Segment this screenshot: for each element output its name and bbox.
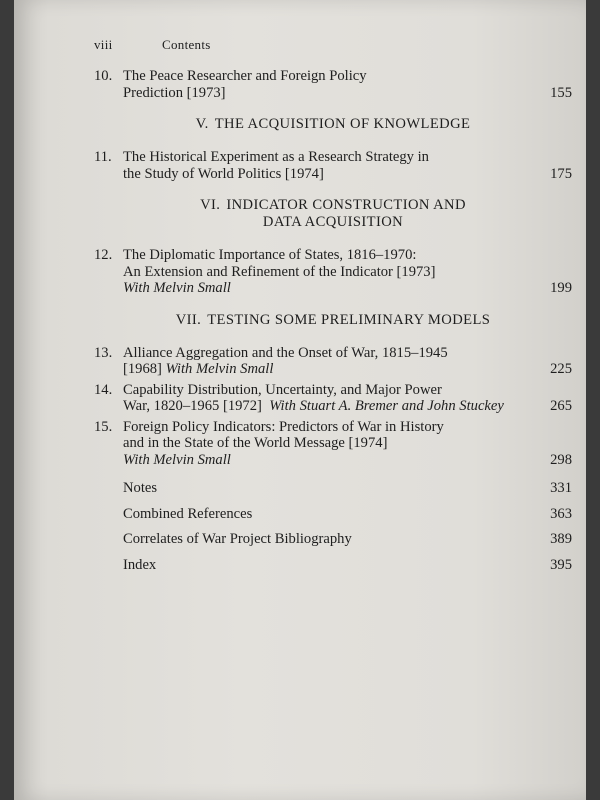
entry-page-number: 363 — [550, 505, 572, 522]
section-roman: VI. — [200, 197, 221, 213]
backmatter-label: Notes — [123, 480, 158, 496]
book-page — [14, 0, 586, 800]
toc-entry-10 — [94, 68, 572, 101]
entry-title-line: The Diplomatic Importance of States, 1816–1970: — [123, 247, 417, 263]
entry-page-number: 265 — [550, 398, 572, 414]
section-title-line: THE ACQUISITION OF KNOWLEDGE — [214, 116, 471, 132]
section-heading-vii — [94, 312, 572, 329]
page-folio: viii — [94, 37, 113, 52]
section-roman: VII. — [175, 311, 202, 328]
entry-author: With Melvin Small — [123, 280, 231, 296]
entry-title-line: An Extension and Refinement of the Indicator [1973] — [123, 263, 436, 280]
entry-page-number: 298 — [550, 451, 572, 468]
toc-entry-11 — [94, 149, 572, 182]
backmatter-label: Index — [123, 556, 157, 573]
toc-entry-notes — [94, 480, 572, 497]
toc-entry-index — [94, 557, 572, 574]
entry-page-number: 175 — [550, 165, 572, 182]
toc-entry-15 — [94, 419, 572, 469]
entry-page-number: 225 — [550, 361, 572, 377]
running-header — [94, 37, 211, 53]
entry-page-number: 331 — [550, 480, 572, 496]
toc-entry-13 — [94, 345, 572, 378]
toc-entry-references — [94, 506, 572, 523]
entry-page-number: 389 — [550, 531, 572, 547]
section-roman: V. — [195, 116, 209, 132]
entry-title-line: Alliance Aggregation and the Onset of War, 1815–1945 — [123, 344, 448, 361]
entry-number: 14. — [94, 381, 113, 398]
section-title-line: DATA ACQUISITION — [262, 214, 404, 230]
entry-title-line: Foreign Policy Indicators: Predictors of War in History — [123, 418, 444, 435]
contents-list — [94, 68, 572, 581]
entry-title-line: Prediction [1973] — [123, 84, 226, 101]
header-title: Contents — [162, 37, 211, 52]
entry-title-line: and in the State of the World Message [1974] — [123, 435, 388, 451]
entry-title-line: the Study of World Politics [1974] — [123, 165, 324, 182]
entry-number: 10. — [94, 68, 113, 84]
entry-title-line: [1968] — [123, 361, 162, 377]
entry-number: 13. — [94, 344, 113, 361]
entry-number: 15. — [94, 418, 113, 435]
backmatter-label: Correlates of War Project Bibliography — [123, 531, 352, 547]
section-heading-vi — [94, 197, 572, 231]
section-title-line: TESTING SOME PRELIMINARY MODELS — [207, 311, 491, 328]
entry-number: 12. — [94, 247, 113, 263]
toc-entry-14 — [94, 382, 572, 415]
entry-page-number: 199 — [550, 280, 572, 296]
section-title-line: INDICATOR CONSTRUCTION AND — [226, 197, 466, 213]
entry-number: 11. — [94, 149, 112, 165]
entry-page-number: 155 — [550, 84, 572, 101]
entry-page-number: 395 — [550, 556, 572, 573]
entry-title-line: The Peace Researcher and Foreign Policy — [123, 68, 367, 84]
toc-entry-12 — [94, 247, 572, 297]
toc-entry-bibliography — [94, 531, 572, 548]
backmatter-label: Combined References — [123, 505, 253, 522]
entry-title-line: War, 1820–1965 [1972] — [123, 398, 262, 414]
entry-author: With Melvin Small — [123, 451, 231, 468]
entry-title-line: The Historical Experiment as a Research Strategy in — [123, 149, 429, 165]
section-heading-v — [94, 116, 572, 133]
entry-author: With Melvin Small — [165, 361, 274, 377]
entry-title-line: Capability Distribution, Uncertainty, and Major Power — [123, 381, 442, 398]
entry-author: With Stuart A. Bremer and John Stuckey — [269, 398, 504, 414]
